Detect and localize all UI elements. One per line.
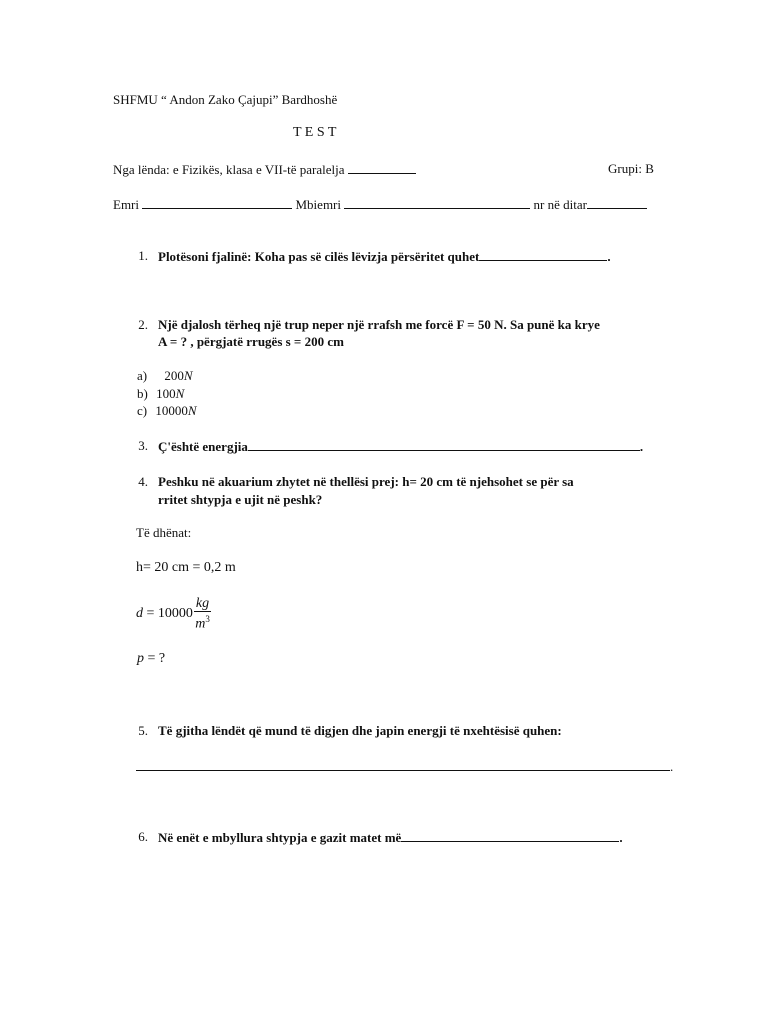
question-2-line2: A = ? , përgjatë rrugës s = 200 cm	[158, 334, 344, 349]
given-label: Të dhënat:	[136, 525, 192, 540]
option-letter: a)	[137, 368, 148, 383]
subject-line	[113, 161, 416, 178]
question-number: 4.	[138, 474, 148, 489]
option-value: 200	[164, 368, 184, 383]
question-number: 2.	[138, 317, 148, 332]
question-5-answer-line	[136, 758, 673, 775]
density-unit	[194, 596, 211, 632]
unit-numerator: kg	[195, 596, 210, 611]
given-density	[136, 596, 211, 632]
given-pressure	[137, 651, 165, 667]
option-letter: b)	[137, 386, 148, 401]
given-height: h= 20 cm = 0,2 m	[136, 560, 236, 575]
question-5-text: Të gjitha lëndët që mund të digjen dhe japin energji të nxehtësisë quhen:	[158, 723, 562, 738]
density-symbol: d	[136, 606, 143, 622]
question-number: 3.	[138, 438, 148, 453]
register-field[interactable]	[587, 196, 647, 209]
surname-field[interactable]	[344, 196, 530, 209]
option-letter: c)	[137, 403, 148, 418]
question-number: 5.	[138, 723, 148, 738]
question-3	[158, 438, 643, 455]
answer-5-field[interactable]	[136, 758, 670, 771]
option-value: 10000	[155, 403, 188, 418]
period: .	[607, 249, 611, 264]
subject-label: Nga lënda: e Fizikës, klasa e VII-të paralelja	[113, 162, 345, 177]
option-unit: N	[175, 386, 185, 401]
question-number: 6.	[138, 829, 148, 844]
name-field[interactable]	[142, 196, 292, 209]
question-number: 1.	[138, 248, 148, 263]
option-c[interactable]	[137, 403, 197, 419]
option-b[interactable]	[137, 386, 184, 402]
density-value: = 10000	[146, 606, 193, 622]
option-unit: N	[183, 368, 193, 383]
student-info-line	[113, 196, 647, 213]
pressure-symbol: p	[137, 651, 144, 666]
test-title: T E S T	[293, 125, 337, 140]
period: .	[619, 830, 623, 845]
name-label: Emri	[113, 197, 139, 212]
option-unit: N	[187, 403, 197, 418]
school-name: SHFMU “ Andon Zako Çajupi” Bardhoshë	[113, 92, 338, 107]
answer-3-field[interactable]	[248, 438, 640, 451]
surname-label: Mbiemri	[295, 197, 341, 212]
unit-denominator-base: m	[195, 616, 206, 632]
class-field[interactable]	[348, 161, 416, 174]
question-1	[158, 248, 611, 265]
period: .	[670, 759, 674, 774]
question-6-text: Në enët e mbyllura shtypja e gazit matet më	[158, 830, 402, 845]
question-6	[158, 829, 623, 846]
question-4-line2: rritet shtypja e ujit në peshk?	[158, 492, 323, 507]
question-2-line1: Një djalosh tërheq një trup neper një rrafsh me forcë F = 50 N. Sa punë ka krye	[158, 317, 600, 332]
question-4-line1: Peshku në akuarium zhytet në thellësi prej: h= 20 cm të njehsohet se për sa	[158, 474, 574, 489]
pressure-unknown: = ?	[147, 651, 166, 666]
group-label: Grupi: B	[608, 161, 654, 176]
period: .	[639, 439, 644, 454]
option-value: 100	[156, 386, 176, 401]
question-3-text: Ç'është energjia	[158, 439, 248, 454]
answer-6-field[interactable]	[401, 829, 619, 842]
answer-1-field[interactable]	[479, 248, 607, 261]
option-a[interactable]	[137, 368, 193, 384]
unit-denominator	[194, 612, 211, 632]
register-label: nr në ditar	[533, 197, 587, 212]
question-1-text: Plotësoni fjalinë: Koha pas së cilës lëvizja përsëritet quhet	[158, 249, 480, 264]
unit-exponent: 3	[205, 614, 210, 624]
